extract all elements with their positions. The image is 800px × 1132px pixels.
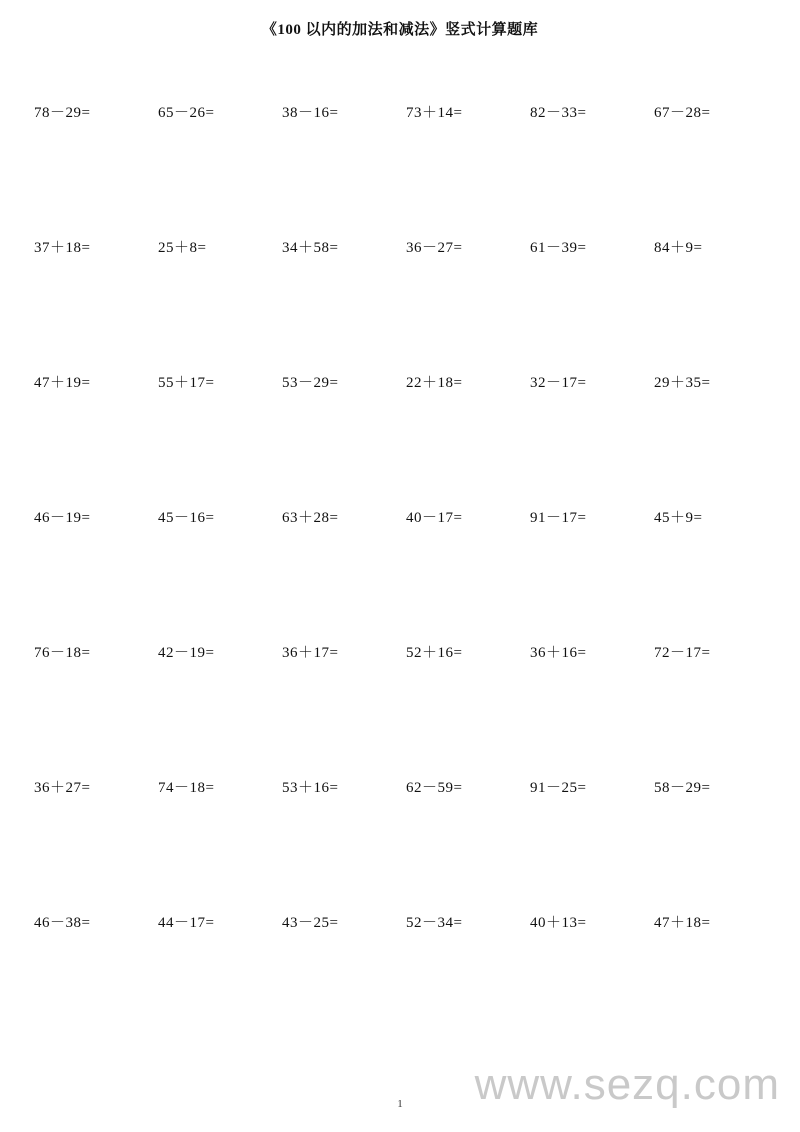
problem-item: 82－33= [530, 105, 587, 121]
problem-item: 55＋17= [158, 375, 215, 391]
problem-item: 91－17= [530, 510, 587, 526]
problem-item: 74－18= [158, 780, 215, 796]
problem-item: 45＋9= [654, 510, 703, 526]
problem-item: 38－16= [282, 105, 339, 121]
problem-item: 45－16= [158, 510, 215, 526]
problem-item: 40＋13= [530, 915, 587, 931]
problem-item: 42－19= [158, 645, 215, 661]
problem-item: 47＋19= [34, 375, 91, 391]
problem-item: 91－25= [530, 780, 587, 796]
problem-row [28, 236, 772, 371]
problem-item: 22＋18= [406, 375, 463, 391]
problem-item: 36＋17= [282, 645, 339, 661]
problem-item: 73＋14= [406, 105, 463, 121]
problem-item: 32－17= [530, 375, 587, 391]
problem-item: 58－29= [654, 780, 711, 796]
problem-row [28, 641, 772, 776]
problem-item: 63＋28= [282, 510, 339, 526]
problem-item: 67－28= [654, 105, 711, 121]
problem-row [28, 776, 772, 911]
problem-item: 46－38= [34, 915, 91, 931]
problem-row [28, 101, 772, 236]
problem-item: 36＋16= [530, 645, 587, 661]
problem-item: 36－27= [406, 240, 463, 256]
page-number: 1 [397, 1098, 403, 1110]
problem-item: 62－59= [406, 780, 463, 796]
problem-item: 29＋35= [654, 375, 711, 391]
problem-item: 34＋58= [282, 240, 339, 256]
problem-item: 53＋16= [282, 780, 339, 796]
problem-row [28, 506, 772, 641]
problem-item: 47＋18= [654, 915, 711, 931]
problem-item: 43－25= [282, 915, 339, 931]
problem-item: 61－39= [530, 240, 587, 256]
problem-row [28, 371, 772, 506]
problem-item: 72－17= [654, 645, 711, 661]
watermark: www.sezq.com [474, 1060, 780, 1109]
problem-item: 84＋9= [654, 240, 703, 256]
problem-item: 37＋18= [34, 240, 91, 256]
problem-item: 36＋27= [34, 780, 91, 796]
problem-row [28, 911, 772, 1046]
problem-item: 78－29= [34, 105, 91, 121]
problem-item: 25＋8= [158, 240, 207, 256]
problem-item: 52－34= [406, 915, 463, 931]
problem-item: 76－18= [34, 645, 91, 661]
problem-item: 52＋16= [406, 645, 463, 661]
problem-item: 40－17= [406, 510, 463, 526]
page-title: 《100 以内的加法和减法》竖式计算题库 [261, 22, 539, 38]
problem-item: 46－19= [34, 510, 91, 526]
problem-item: 53－29= [282, 375, 339, 391]
problem-item: 65－26= [158, 105, 215, 121]
problem-item: 44－17= [158, 915, 215, 931]
problems-grid [0, 101, 800, 1046]
